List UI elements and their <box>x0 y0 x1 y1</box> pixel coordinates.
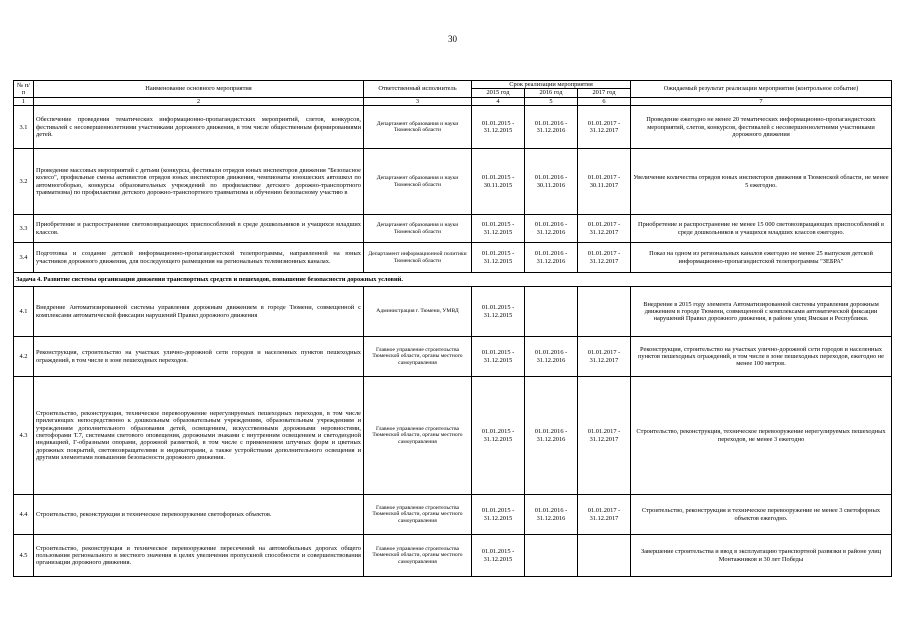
column-index-row <box>14 97 892 105</box>
period-2017: 01.01.2017 - 31.12.2017 <box>578 337 631 377</box>
expected-result: Завершение строительства и ввод в эксплуатацию транспортной развязки в районе улиц Монтажников и 30 лет Победы <box>631 535 892 577</box>
period-2015: 01.01.2015 - 31.12.2015 <box>472 377 525 495</box>
expected-result: Проведение ежегодно не менее 20 тематических информационно-пропагандистских мероприятий, слетов, конкурсов, фестивалей с несовершеннолетними участниками дорожного движения <box>631 106 892 149</box>
column-index: 4 <box>472 97 525 105</box>
period-2016: 01.01.2016 - 30.11.2016 <box>525 149 578 215</box>
header-period: Срок реализации мероприятия <box>472 81 631 89</box>
expected-result: Показ на одном из региональных каналов ежегодно не менее 25 выпусков детской информационно-пропагандистской телепрограммы "ЗЕБРА" <box>631 243 892 273</box>
period-2016: 01.01.2016 - 31.12.2016 <box>525 377 578 495</box>
period-2017: 01.01.2017 - 31.12.2017 <box>578 106 631 149</box>
header-year-2016: 2016 год <box>525 89 578 97</box>
column-index: 2 <box>34 97 364 105</box>
measure-name: Строительство, реконструкция, техническое перевооружение нерегулируемых пешеходных переходов, в том числе прилегающих непосредственно к дошкольным образовательным учреждениям, образовательным учреждениям и учреждениям дополнительного образования детей, освещением, искусственными дорожными неровностями, светофорами Т.7, системами светового оповещения, дорожными знаками с внутренним освещением и светодиодной индикацией, Г-образными опорами, дорожной разметкой, в том числе с применением штучных форм и цветных дорожных покрытий, световозвращателями и индикаторами, а также устройствами дополнительного освещения и другими элементами повышения безопасности дорожного движения. <box>34 377 364 495</box>
expected-result: Приобретение и распространение не менее 15 000 световозвращающих приспособлений в среде дошкольников и учащихся младших классов ежегодно. <box>631 215 892 243</box>
table-row <box>14 149 892 215</box>
header-name: Наименование основного мероприятия <box>34 81 364 98</box>
row-number: 3.1 <box>14 106 34 149</box>
column-index: 1 <box>14 97 34 105</box>
measure-name: Реконструкция, строительство на участках улично-дорожной сети городов и населенных пунктов пешеходных ограждений, в том числе в зоне пешеходных переходов. <box>34 337 364 377</box>
responsible-executor: Главное управление строительства Тюменской области, органы местного самоуправления <box>364 495 472 535</box>
responsible-executor: Департамент образования и науки Тюменской области <box>364 215 472 243</box>
header-year-2017: 2017 год <box>578 89 631 97</box>
period-2017: 01.01.2017 - 31.12.2017 <box>578 215 631 243</box>
table-row <box>14 106 892 149</box>
period-2015: 01.01.2015 - 31.12.2015 <box>472 287 525 337</box>
responsible-executor: Администрация г. Тюмени, УМВД <box>364 287 472 337</box>
row-number: 4.3 <box>14 377 34 495</box>
header-result: Ожидаемый результат реализации мероприятия (контрольное событие) <box>631 81 892 98</box>
period-2015: 01.01.2015 - 31.12.2015 <box>472 535 525 577</box>
measure-name: Обеспечение проведения тематических информационно-пропагандистских мероприятий, слетов, конкурсов, фестивалей с несовершеннолетними участниками дорожного движения, в том числе общественным формированиями детей. <box>34 106 364 149</box>
table-row <box>14 535 892 577</box>
expected-result: Реконструкция, строительство на участках улично-дорожной сети городов и населенных пунктов пешеходных ограждений, в том числе в зоне пешеходных переходов, ежегодно не менее 100 метров. <box>631 337 892 377</box>
period-2015: 01.01.2015 - 31.12.2015 <box>472 215 525 243</box>
task-heading: Задача 4. Развитие системы организации движения транспортных средств и пешеходов, повышение безопасности дорожных условий. <box>14 273 892 287</box>
period-2017: 01.01.2017 - 31.12.2017 <box>578 377 631 495</box>
period-2017: 01.01.2017 - 31.12.2017 <box>578 495 631 535</box>
measures-table <box>13 80 892 577</box>
measure-name: Внедрение Автоматизированной системы управления дорожным движением в городе Тюмени, совмещенной с комплексами автоматической фиксации нарушений Правил дорожного движения <box>34 287 364 337</box>
period-2017 <box>578 535 631 577</box>
period-2016 <box>525 287 578 337</box>
column-index: 6 <box>578 97 631 105</box>
row-number: 4.1 <box>14 287 34 337</box>
period-2017: 01.01.2017 - 31.12.2017 <box>578 243 631 273</box>
period-2017 <box>578 287 631 337</box>
responsible-executor: Департамент образования и науки Тюменской области <box>364 106 472 149</box>
period-2015: 01.01.2015 - 31.12.2015 <box>472 106 525 149</box>
task-row <box>14 273 892 287</box>
measure-name: Строительство, реконструкция и техническое перевооружение пересечений на автомобильных дорогах общего пользования регионального и местного значения в целях увеличения пропускной способности и совершенствования организации дорожного движения. <box>34 535 364 577</box>
table-row <box>14 243 892 273</box>
period-2016: 01.01.2016 - 31.12.2016 <box>525 495 578 535</box>
row-number: 4.5 <box>14 535 34 577</box>
column-index: 3 <box>364 97 472 105</box>
expected-result: Строительство, реконструкция и техническое перевооружение не менее 3 светофорных объектов ежегодно. <box>631 495 892 535</box>
period-2015: 01.01.2015 - 30.11.2015 <box>472 149 525 215</box>
table-row <box>14 495 892 535</box>
period-2016 <box>525 535 578 577</box>
period-2016: 01.01.2016 - 31.12.2016 <box>525 337 578 377</box>
row-number: 3.2 <box>14 149 34 215</box>
period-2015: 01.01.2015 - 31.12.2015 <box>472 495 525 535</box>
page-number: 30 <box>448 34 457 44</box>
header-year-2015: 2015 год <box>472 89 525 97</box>
row-number: 3.4 <box>14 243 34 273</box>
header-row <box>14 81 892 89</box>
responsible-executor: Главное управление строительства Тюменской области, органы местного самоуправления <box>364 377 472 495</box>
period-2015: 01.01.2015 - 31.12.2015 <box>472 243 525 273</box>
period-2016: 01.01.2016 - 31.12.2016 <box>525 243 578 273</box>
responsible-executor: Главное управление строительства Тюменской области, органы местного самоуправления <box>364 337 472 377</box>
header-no: № п/п <box>14 81 34 98</box>
period-2016: 01.01.2016 - 31.12.2016 <box>525 215 578 243</box>
column-index: 7 <box>631 97 892 105</box>
period-2015: 01.01.2015 - 31.12.2015 <box>472 337 525 377</box>
responsible-executor: Департамент образования и науки Тюменской области <box>364 149 472 215</box>
responsible-executor: Департамент информационной политики Тюменской области <box>364 243 472 273</box>
responsible-executor: Главное управление строительства Тюменской области, органы местного самоуправления <box>364 535 472 577</box>
period-2017: 01.01.2017 - 30.11.2017 <box>578 149 631 215</box>
period-2016: 01.01.2016 - 31.12.2016 <box>525 106 578 149</box>
row-number: 4.4 <box>14 495 34 535</box>
measure-name: Строительство, реконструкция и техническое перевооружение светофорных объектов. <box>34 495 364 535</box>
column-index: 5 <box>525 97 578 105</box>
row-number: 4.2 <box>14 337 34 377</box>
measure-name: Проведение массовых мероприятий с детьми (конкурсы, фестивали отрядов юных инспекторов движения "Безопасное колесо", профильные смены активистов отрядов юных инспекторов движения, чемпионаты юношеских автошкол по автомногоборью, конкурсы образовательных учреждений по профилактике детского дорожно-транспортного травматизма) по профилактике детского дорожно-транспортного травматизма и обучению безопасному участию в <box>34 149 364 215</box>
row-number: 3.3 <box>14 215 34 243</box>
measure-name: Приобретение и распространение световозвращающих приспособлений в среде дошкольников и учащихся младших классов. <box>34 215 364 243</box>
table-row <box>14 377 892 495</box>
table-row <box>14 215 892 243</box>
measure-name: Подготовка и создание детской информационно-пропагандистской телепрограммы, направленной на юных участников дорожного движения, для последующего размещения на региональных телевизионных каналах. <box>34 243 364 273</box>
expected-result: Увеличение количества отрядов юных инспекторов движения в Тюменской области, не менее 5 ежегодно. <box>631 149 892 215</box>
expected-result: Строительство, реконструкция, техническое перевооружение нерегулируемых пешеходных переходов, не менее 3 ежегодно <box>631 377 892 495</box>
table-row <box>14 287 892 337</box>
header-executor: Ответственный исполнитель <box>364 81 472 98</box>
expected-result: Внедрение в 2015 году элемента Автоматизированной системы управления дорожным движением в городе Тюмени, совмещенной с комплексами автоматической фиксации нарушений Правил дорожного движения, в районе улиц Ямская и Республики. <box>631 287 892 337</box>
table-row <box>14 337 892 377</box>
